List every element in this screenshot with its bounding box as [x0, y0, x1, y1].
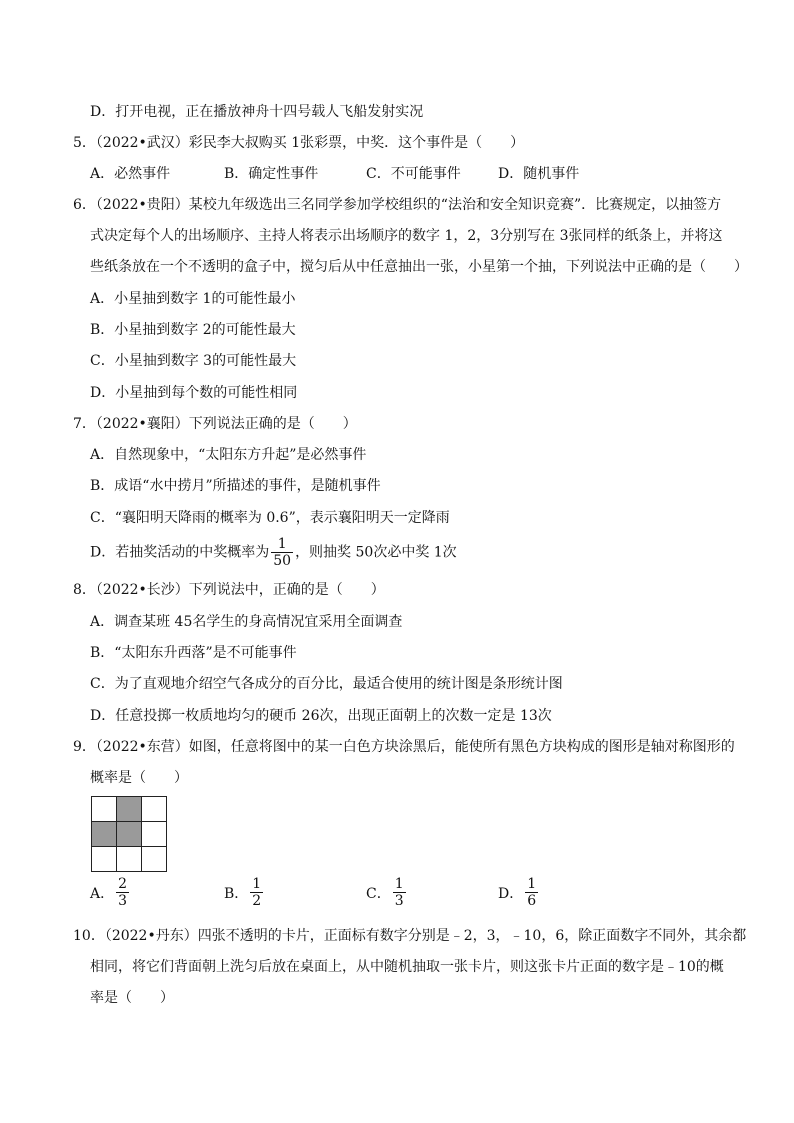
q7-option-a: A．自然现象中，“太阳东方升起”是必然事件: [90, 447, 367, 463]
grid-cell: [92, 847, 117, 872]
fraction-numerator: 1: [252, 876, 262, 892]
q6-option-c: C．小星抽到数字 3的可能性最大: [90, 353, 297, 369]
q7-option-d: [90, 536, 457, 569]
q5-option-c: C．不可能事件: [366, 166, 461, 182]
option-label: D．: [498, 885, 524, 902]
fraction-numerator: 2: [118, 876, 128, 892]
q9-option-a: [90, 876, 131, 909]
option-fraction: [250, 876, 263, 909]
grid-cell: [142, 822, 167, 847]
q5-option-d: D．随机事件: [498, 166, 580, 182]
grid-cell: [117, 847, 142, 872]
q8-stem: 8．（2022•长沙）下列说法中，正确的是（ ）: [73, 582, 385, 598]
q6-stem-line-2: 式决定每个人的出场顺序、主持人将表示出场顺序的数字 1，2，3分别写在 3张同样的纸条上，并将这: [90, 228, 723, 244]
fraction-numerator: 1: [527, 876, 537, 892]
grid-cell: [92, 797, 117, 822]
option-label: A．: [90, 885, 115, 902]
q6-option-a: A．小星抽到数字 1的可能性最小: [90, 291, 296, 307]
q8-option-b: B．“太阳东升西落”是不可能事件: [90, 645, 297, 661]
grid-cell: [142, 847, 167, 872]
option-fraction: [525, 876, 538, 909]
q10-stem-line-3: 率是（ ）: [90, 990, 174, 1006]
option-label: C．: [366, 885, 391, 902]
q5-option-b: B．确定性事件: [224, 166, 319, 182]
option-fraction: [116, 876, 129, 909]
q5-option-a: A．必然事件: [90, 166, 171, 182]
q7-option-d-fraction: [271, 536, 293, 569]
grid-cell: [117, 797, 142, 822]
q10-stem-line-2: 相同，将它们背面朝上洗匀后放在桌面上，从中随机抽取一张卡片，则这张卡片正面的数字是﹣10的概: [90, 959, 724, 975]
fraction-numerator: 1: [277, 536, 287, 552]
q7-option-c: C．“襄阳明天降雨的概率为 0.6”，表示襄阳明天一定降雨: [90, 510, 450, 526]
fraction-denominator: 3: [394, 893, 404, 909]
q9-option-d: [498, 876, 540, 909]
q4-option-d: D．打开电视，正在播放神舟十四号载人飞船发射实况: [90, 104, 424, 120]
q7-stem: 7．（2022•襄阳）下列说法正确的是（ ）: [73, 416, 357, 432]
q9-stem-line-1: 9．（2022•东营）如图，任意将图中的某一白色方块涂黑后，能使所有黑色方块构成的图形是轴对称图形的: [73, 739, 735, 755]
fraction-denominator: 2: [252, 893, 262, 909]
grid-cell: [142, 797, 167, 822]
q10-stem-line-1: 10．（2022•丹东）四张不透明的卡片，正面标有数字分别是﹣2，3，﹣10，6，除正面数字不同外，其余都: [73, 928, 747, 944]
grid-cell: [117, 822, 142, 847]
option-label: B．: [224, 885, 249, 902]
q6-option-d: D．小星抽到每个数的可能性相同: [90, 385, 298, 401]
q8-option-c: C．为了直观地介绍空气各成分的百分比，最适合使用的统计图是条形统计图: [90, 676, 563, 692]
q9-square-grid-figure: [91, 796, 167, 872]
q7-option-d-text-after: ，则抽奖 50次必中奖 1次: [295, 544, 457, 561]
fraction-denominator: 6: [527, 893, 537, 909]
option-fraction: [393, 876, 406, 909]
q6-option-b: B．小星抽到数字 2的可能性最大: [90, 322, 296, 338]
fraction-denominator: 3: [118, 893, 128, 909]
q6-stem-line-3: 些纸条放在一个不透明的盒子中，搅匀后从中任意抽出一张，小星第一个抽，下列说法中正确的是（ ）: [90, 259, 748, 275]
q5-stem: 5．（2022•武汉）彩民李大叔购买 1张彩票，中奖．这个事件是（ ）: [73, 135, 525, 151]
q7-option-b: B．成语“水中捞月”所描述的事件，是随机事件: [90, 478, 381, 494]
q9-stem-line-2: 概率是（ ）: [90, 770, 188, 786]
q9-option-b: [224, 876, 265, 909]
q6-stem-line-1: 6．（2022•贵阳）某校九年级选出三名同学参加学校组织的“法治和安全知识竞赛”．比赛规定，以抽签方: [73, 197, 722, 213]
q9-option-c: [366, 876, 408, 909]
fraction-numerator: 1: [394, 876, 404, 892]
fraction-denominator: 50: [273, 553, 292, 569]
grid-cell: [92, 822, 117, 847]
q8-option-d: D．任意投掷一枚质地均匀的硬币 26次，出现正面朝上的次数一定是 13次: [90, 708, 552, 724]
q7-option-d-text-before: D．若抽奖活动的中奖概率为: [90, 544, 270, 561]
q8-option-a: A．调查某班 45名学生的身高情况宜采用全面调查: [90, 614, 403, 630]
